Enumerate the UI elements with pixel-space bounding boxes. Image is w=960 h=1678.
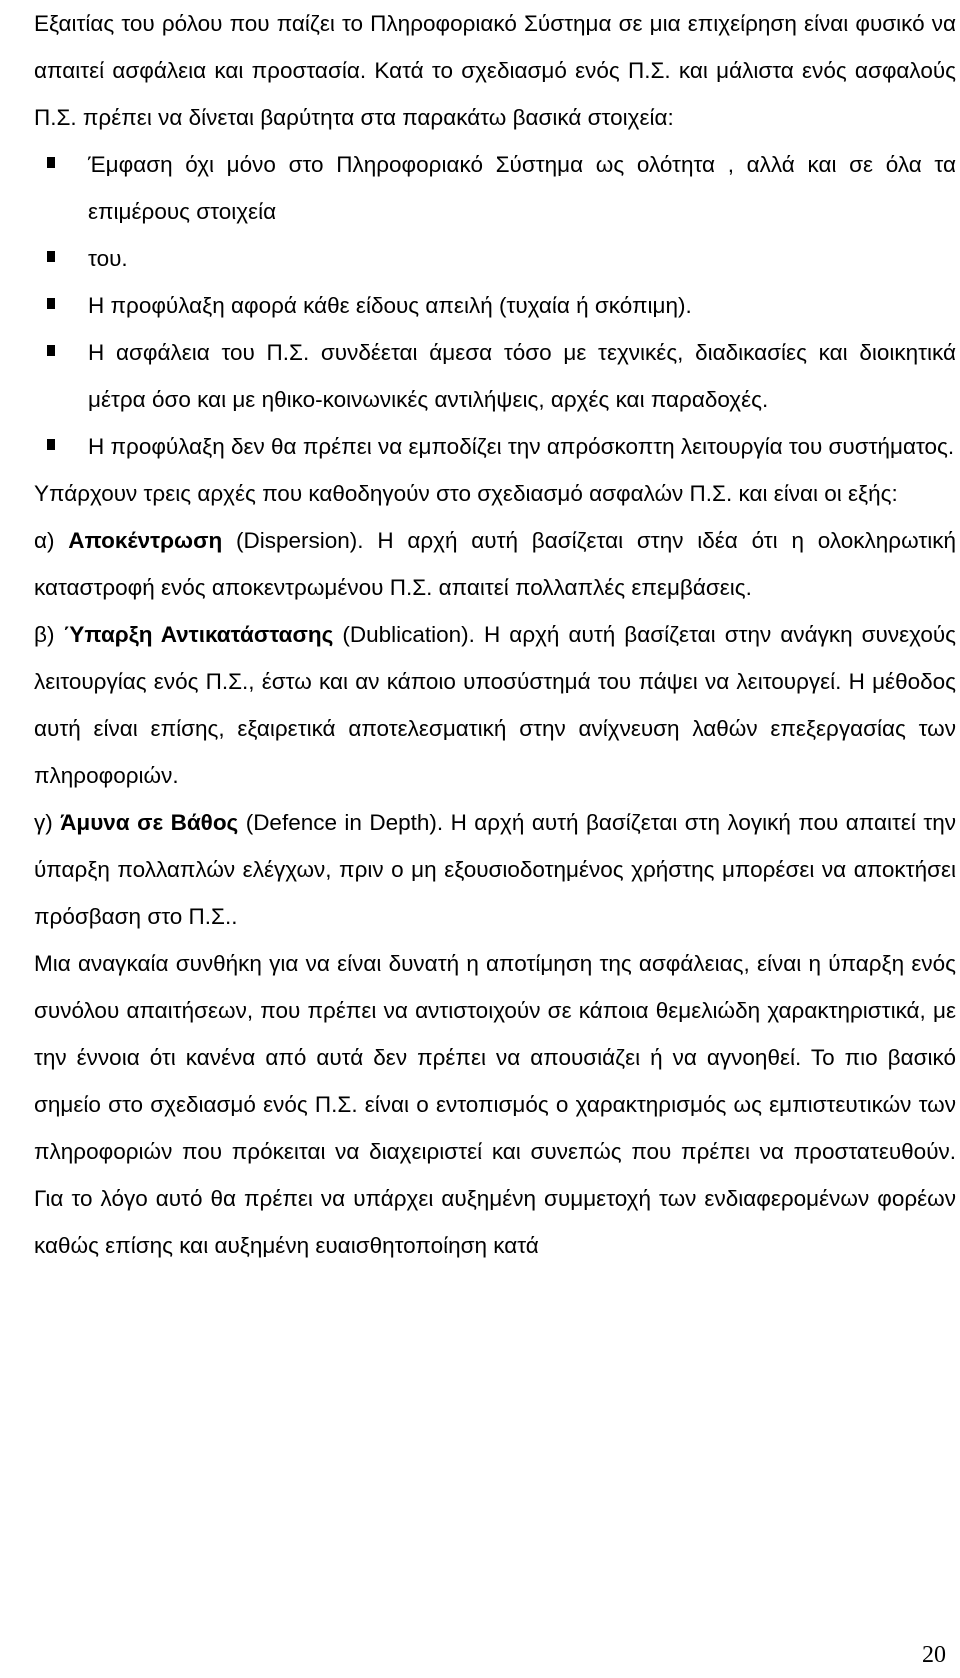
principle-redundancy-paragraph [34, 611, 956, 799]
principle-defence-paragraph [34, 799, 956, 940]
principle-marker: γ) [34, 810, 61, 835]
list-item [34, 235, 956, 282]
square-bullet-icon [47, 345, 55, 356]
list-item-text: Η προφύλαξη αφορά κάθε είδους απειλή (τυχαία ή σκόπιμη). [88, 293, 692, 318]
list-item-text: Η ασφάλεια του Π.Σ. συνδέεται άμεσα τόσο με τεχνικές, διαδικασίες και διοικητικά μέτρα όσο και με ηθικο-κοινωνικές αντιλήψεις, αρχές και παραδοχές. [88, 340, 956, 412]
list-item-text: του. [88, 246, 128, 271]
list-item [34, 329, 956, 423]
document-page [34, 0, 956, 1269]
square-bullet-icon [47, 157, 55, 168]
list-item-text: Η προφύλαξη δεν θα πρέπει να εμποδίζει την απρόσκοπτη λειτουργία του συστήματος. [88, 434, 955, 459]
security-elements-list [34, 141, 956, 470]
principles-intro-paragraph: Υπάρχουν τρεις αρχές που καθοδηγούν στο σχεδιασμό ασφαλών Π.Σ. και είναι οι εξής: [34, 481, 898, 506]
list-item [34, 282, 956, 329]
principle-term: Ύπαρξη Αντικατάστασης [63, 622, 334, 647]
square-bullet-icon [47, 298, 55, 309]
principle-description: (Defence in Depth). Η αρχή αυτή βασίζεται στη λογική που απαιτεί την ύπαρξη πολλαπλών ελέγχων, πριν ο μη εξουσιοδοτημένος χρήστης μπορέσει να αποκτήσει πρόσβαση στο Π.Σ.. [34, 810, 957, 929]
principle-term: Άμυνα σε Βάθος [60, 810, 239, 835]
list-item-text: Έμφαση όχι μόνο στο Πληροφοριακό Σύστημα ως ολότητα , αλλά και σε όλα τα επιμέρους στοιχεία [88, 152, 956, 224]
page-number: 20 [922, 1642, 946, 1668]
intro-paragraph: Εξαιτίας του ρόλου που παίζει το Πληροφοριακό Σύστημα σε μια επιχείρηση είναι φυσικό να απαιτεί ασφάλεια και προστασία. Κατά το σχεδιασμό ενός Π.Σ. και μάλιστα ενός ασφαλούς Π.Σ. πρέπει να δίνεται βαρύτητα στα παρακάτω βασικά στοιχεία: [34, 11, 956, 130]
list-item [34, 141, 956, 235]
list-item [34, 423, 956, 470]
principle-term: Αποκέντρωση [68, 528, 223, 553]
principle-dispersion-paragraph [34, 517, 956, 611]
square-bullet-icon [47, 439, 55, 450]
principle-marker: β) [34, 622, 64, 647]
closing-paragraph: Μια αναγκαία συνθήκη για να είναι δυνατή η αποτίμηση της ασφάλειας, είναι η ύπαρξη ενός συνόλου απαιτήσεων, που πρέπει να αντιστοιχούν σε κάποια θεμελιώδη χαρακτηριστικά, με την έννοια ότι κανένα από αυτά δεν πρέπει να απουσιάζει ή να αγνοηθεί. Το πιο βασικό σημείο στο σχεδιασμό ενός Π.Σ. είναι ο εντοπισμός ο χαρακτηρισμός ως εμπιστευτικών των πληροφοριών που πρόκειται να διαχειριστεί και συνεπώς που πρέπει να προστατευθούν. Για το λόγο αυτό θα πρέπει να υπάρχει αυξημένη συμμετοχή των ενδιαφερομένων φορέων καθώς επίσης και αυξημένη ευαισθητοποίηση κατά [34, 951, 956, 1258]
principle-description: (Dublication). Η αρχή αυτή βασίζεται στην ανάγκη συνεχούς λειτουργίας ενός Π.Σ., έστω και αν κάποιο υποσύστημά του πάψει να λειτουργεί. Η μέθοδος αυτή είναι επίσης, εξαιρετικά αποτελεσματική στην ανίχνευση λαθών επεξεργασίας των πληροφοριών. [34, 622, 957, 788]
square-bullet-icon [47, 251, 55, 262]
principle-marker: α) [34, 528, 69, 553]
principle-description: (Dispersion). Η αρχή αυτή βασίζεται στην ιδέα ότι η ολοκληρωτική καταστροφή ενός αποκεντρωμένου Π.Σ. απαιτεί πολλαπλές επεμβάσεις. [34, 528, 956, 600]
